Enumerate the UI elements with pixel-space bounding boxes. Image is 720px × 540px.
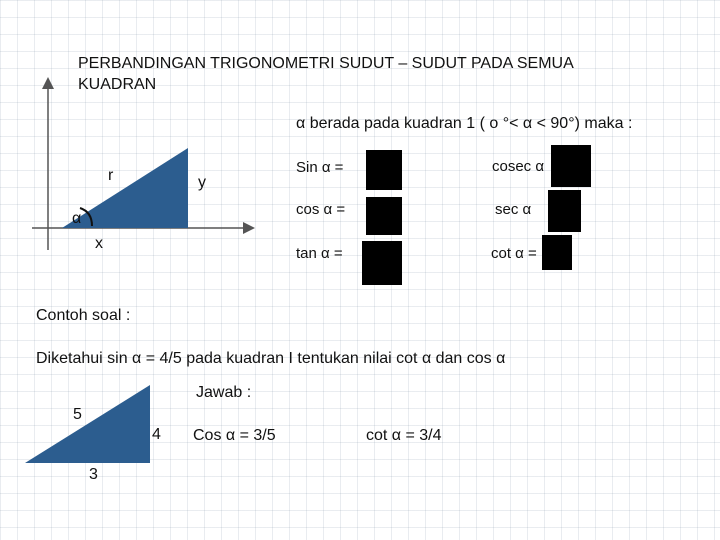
quadrant-condition: α berada pada kuadran 1 ( o °< α < 90°) maka : — [296, 115, 633, 132]
sin-label: Sin α = — [296, 159, 344, 176]
tan-answer-box — [362, 241, 402, 285]
cot-label: cot α = — [491, 245, 537, 262]
example-problem: Diketahui sin α = 4/5 pada kuadran I tentukan nilai cot α dan cos α — [36, 350, 506, 367]
label-r: r — [108, 167, 114, 184]
cos-label: cos α = — [296, 201, 346, 218]
hypotenuse-label: 5 — [73, 406, 82, 423]
tan-label: tan α = — [296, 245, 343, 262]
label-y: y — [198, 174, 206, 191]
sec-answer-box — [548, 190, 581, 232]
label-x: x — [95, 235, 103, 252]
sin-answer-box — [366, 150, 402, 190]
answer-label: Jawab : — [196, 384, 252, 401]
cosec-answer-box — [551, 145, 591, 187]
example-triangle — [25, 385, 150, 463]
sec-label: sec α — [495, 201, 532, 218]
adjacent-label: 3 — [89, 466, 98, 483]
opposite-label: 4 — [152, 426, 161, 443]
cos-result: Cos α = 3/5 — [193, 427, 276, 444]
title-line-1: PERBANDINGAN TRIGONOMETRI SUDUT – SUDUT PADA SEMUA — [78, 55, 574, 72]
cot-answer-box — [542, 235, 572, 270]
example-heading: Contoh soal : — [36, 307, 131, 324]
cot-result: cot α = 3/4 — [366, 427, 442, 444]
cosec-label: cosec α — [492, 158, 545, 175]
title-line-2: KUADRAN — [78, 76, 157, 93]
cos-answer-box — [366, 197, 402, 235]
label-alpha: α — [72, 210, 82, 227]
